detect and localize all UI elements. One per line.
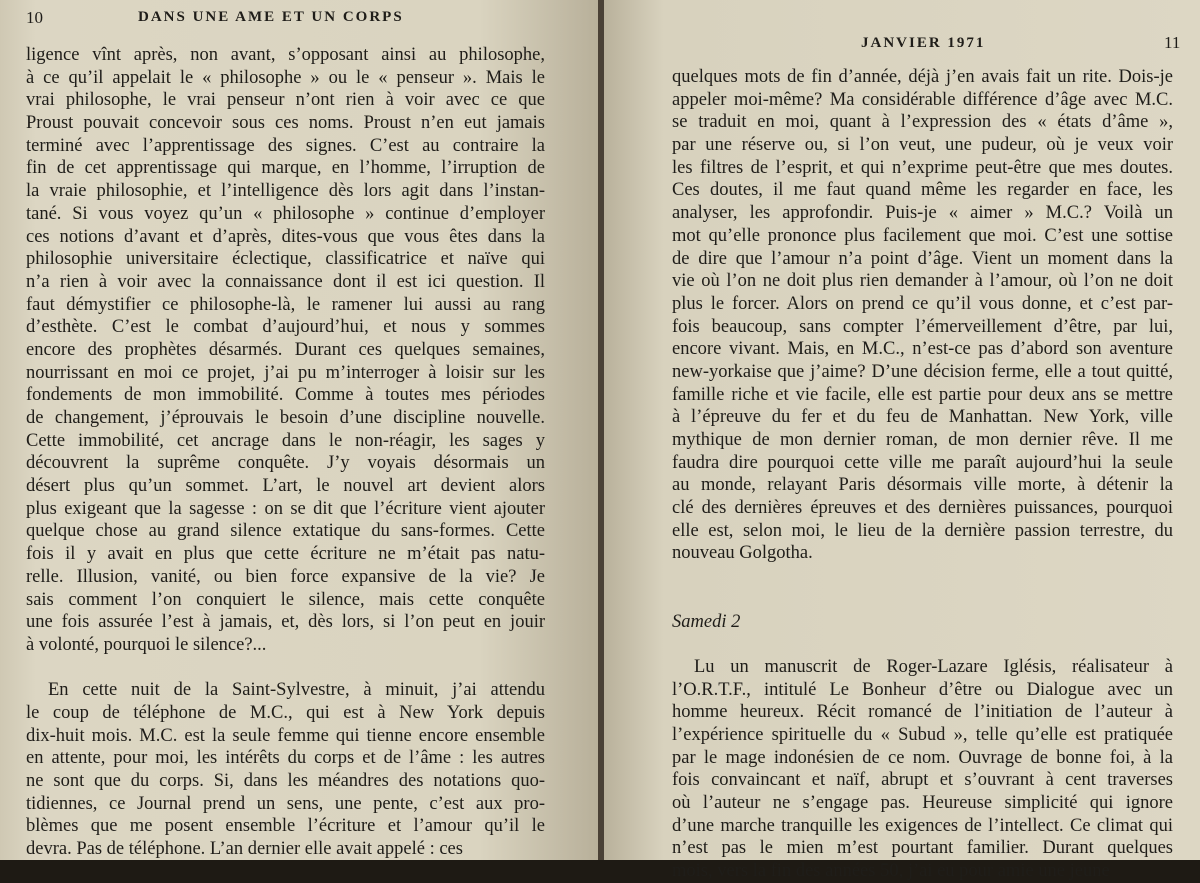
text-line: fin de cet apprentissage qui marque, en l’homme, l’irruption de (26, 158, 545, 179)
text-line: quelque chose au grand silence extatique du sans-formes. Cette (26, 521, 545, 542)
text-line: en attente, pour moi, les intérêts du corps et de l’âme : les autres (26, 748, 545, 769)
left-page (0, 0, 598, 860)
text-line: clé des dernières épreuves et des dernières puissances, pourquoi (672, 498, 1173, 519)
text-line: plus le forcer. Alors on prend ce qu’il vous donne, et c’est par- (672, 293, 1173, 314)
text-line: tidiennes, ce Journal prend un sens, une pente, c’est aux pro- (26, 793, 545, 814)
text-line: sais comment l’on conquiert le silence, mais cette conquête (26, 589, 545, 610)
text-line: mythique de mon dernier roman, de mon dernier rêve. Il me (672, 430, 1173, 450)
left-paragraph-2 (26, 679, 545, 861)
text-line: une fois assurée l’est à jamais, et, dès lors, si l’on peut en jouir (26, 612, 545, 633)
text-line: nouveau Golgotha. (672, 543, 813, 564)
text-line: vie où l’on ne doit plus rien demander à l’amour, où l’on ne doit (672, 271, 1173, 292)
text-line: elle est, selon moi, le lieu de la dernière passion terrestre, du (672, 520, 1173, 541)
text-line: à l’épreuve du fer et du feu de Manhattan. New York, ville (672, 407, 1173, 428)
text-line: encore des prophètes désarmés. Durant ces quelques semaines, (26, 339, 545, 360)
text-line: dix-huit mois. M.C. est la seule femme qui tienne encore ensemble (26, 725, 545, 746)
text-line: au monde, relayant Paris désormais ville morte, à détenir la (672, 475, 1173, 496)
text-line: relle. Illusion, vanité, ou bien force expansive de la vie? Je (26, 566, 545, 587)
text-line: n’est pas le mien m’est pourtant familier. Durant quelques (672, 838, 1173, 859)
left-page-number: 10 (26, 8, 43, 27)
text-line: ces notions d’avant et d’après, dites-vous que vous êtes dans la (26, 226, 545, 247)
text-line: homme heureux. Récit romancé de l’initiation de l’auteur à (672, 702, 1173, 723)
text-line: terminé avec l’apprentissage des signes. C’est au contraire la (26, 135, 545, 156)
text-line: philosophie universitaire éclectique, classificatrice et naïve qui (26, 249, 545, 270)
text-line: n’a rien à voir avec la connaissance dont il est ici question. Il (26, 271, 545, 292)
right-page-number: 11 (1164, 33, 1181, 52)
text-line: appeler moi-même? Ma considérable différence d’âge avec M.C. (672, 89, 1173, 110)
left-page-text (26, 44, 545, 861)
text-line: faudra dire pourquoi cette ville me paraît aujourd’hui la seule (672, 452, 1173, 473)
text-line: désert plus qu’un sommet. L’art, le nouvel art devient alors (26, 476, 545, 497)
text-line: où l’auteur ne s’engage pas. Heureuse simplicité qui ignore (672, 793, 1173, 813)
right-paragraph-1 (672, 66, 1173, 565)
text-line: fois beaucoup, sans compter l’émerveillement d’être, par lui, (672, 316, 1173, 337)
text-line: faut démystifier ce philosophe-là, le ramener lui aussi au rang (26, 294, 545, 315)
text-line: tané. Si vous voyez qu’un « philosophe » continue d’employer (26, 203, 545, 224)
left-paragraph-1 (26, 44, 545, 657)
left-running-head (26, 8, 566, 28)
text-line: découvrent la suprême conquête. J’y voyais désormais un (26, 453, 545, 474)
text-line: Ces doutes, il me faut quand même les regarder en face, les (672, 180, 1173, 201)
text-line: l’O.R.T.F., intitulé Le Bonheur d’être ou Dialogue avec un (672, 679, 1173, 700)
text-line: le coup de téléphone de M.C., qui est à New York depuis (26, 702, 545, 723)
left-running-title: DANS UNE AME ET UN CORPS (138, 9, 404, 25)
text-line: les filtres de l’esprit, et qui n’exprime peut-être que mes doutes. (672, 157, 1173, 178)
section-heading: Samedi 2 (672, 611, 741, 632)
text-line: à ce qu’il appelait le « philosophe » ou le « penseur ». Mais le (26, 67, 545, 88)
text-line: la vraie philosophie, et l’intelligence dès lors agit dans l’instan- (26, 181, 545, 202)
text-line: Lu un manuscrit de Roger-Lazare Iglésis, réalisateur à (694, 656, 1173, 677)
text-line: encore vivant. Mais, en M.C., n’est-ce pas d’abord son aventure (672, 339, 1173, 360)
text-line: famille riche et vie facile, elle est partie pour deux ans se mettre (672, 384, 1173, 405)
text-line: par le mage indonésien de ce nom. Ouvrage de bonne foi, à la (672, 747, 1173, 768)
text-line: new-yorkaise que j’aime? D’une décision ferme, elle a tout quitté, (672, 361, 1173, 382)
text-line: fois il y avait en plus que cette écriture ne m’était pas natu- (26, 544, 545, 565)
text-line: Cette immobilité, cet ancrage dans le non-réagir, les sages y (26, 430, 545, 451)
text-line: se traduit en moi, quant à l’expression des « états d’âme », (672, 112, 1173, 133)
text-line: à volonté, pourquoi le silence?... (26, 634, 267, 655)
right-running-title: JANVIER 1971 (861, 35, 986, 51)
text-line: de dire que l’amour n’a point d’âge. Vient un moment dans la (672, 248, 1173, 269)
text-line: vrai philosophe, le vrai penseur n’ont rien à voir avec ce que (26, 90, 545, 111)
text-line: ligence vînt après, non avant, s’opposant ainsi au philosophe, (26, 45, 545, 65)
text-line: analyser, les approfondir. Puis-je « aimer » M.C.? Voilà un (672, 203, 1173, 224)
right-page-text (672, 66, 1173, 883)
text-line: d’une marche tranquille les exigences de l’intellect. Ce climat qui (672, 815, 1173, 836)
text-line: plus exigeant que la sagesse : on se dit que l’écriture vient ajouter (26, 498, 545, 519)
text-line: Proust pouvait concevoir sous ces noms. Proust n’en eut jamais (26, 113, 545, 134)
text-line: d’esthète. C’est le combat d’aujourd’hui, et nous y sommes (26, 317, 545, 338)
text-line: ne sont que du corps. Si, dans les méandres des notations quo- (26, 771, 545, 791)
text-line: fois convaincant et naïf, abrupt et s’ouvrant à cent traverses (672, 770, 1173, 791)
text-line: blèmes que me posent ensemble l’écriture et l’amour qu’il le (26, 816, 545, 837)
text-line: par une réserve ou, si l’on veut, une pudeur, où je veux voir (672, 135, 1173, 156)
right-page (604, 0, 1200, 882)
text-line: En cette nuit de la Saint-Sylvestre, à minuit, j’ai attendu (48, 680, 545, 701)
text-line: de changement, j’éprouvais le besoin d’une discipline nouvelle. (26, 408, 545, 428)
text-line: mot qu’elle prononce plus facilement que moi. C’est une sottise (672, 225, 1173, 246)
text-line: nourrissant en moi ce projet, j’ai pu m’interroger à loisir sur les (26, 362, 545, 383)
right-paragraph-2 (672, 656, 1173, 883)
text-line: devra. Pas de téléphone. L’an dernier elle avait appelé : ces (26, 839, 463, 860)
text-line: mois, vers la fin des années 50, j’ai eu pour amie une jeune (672, 861, 1110, 882)
text-line: quelques mots de fin d’année, déjà j’en avais fait un rite. Dois-je (672, 67, 1173, 87)
text-line: fondements de mon immobilité. Comme à toutes mes périodes (26, 385, 545, 406)
text-line: l’expérience spirituelle du « Subud », telle qu’elle est pratiquée (672, 724, 1173, 745)
